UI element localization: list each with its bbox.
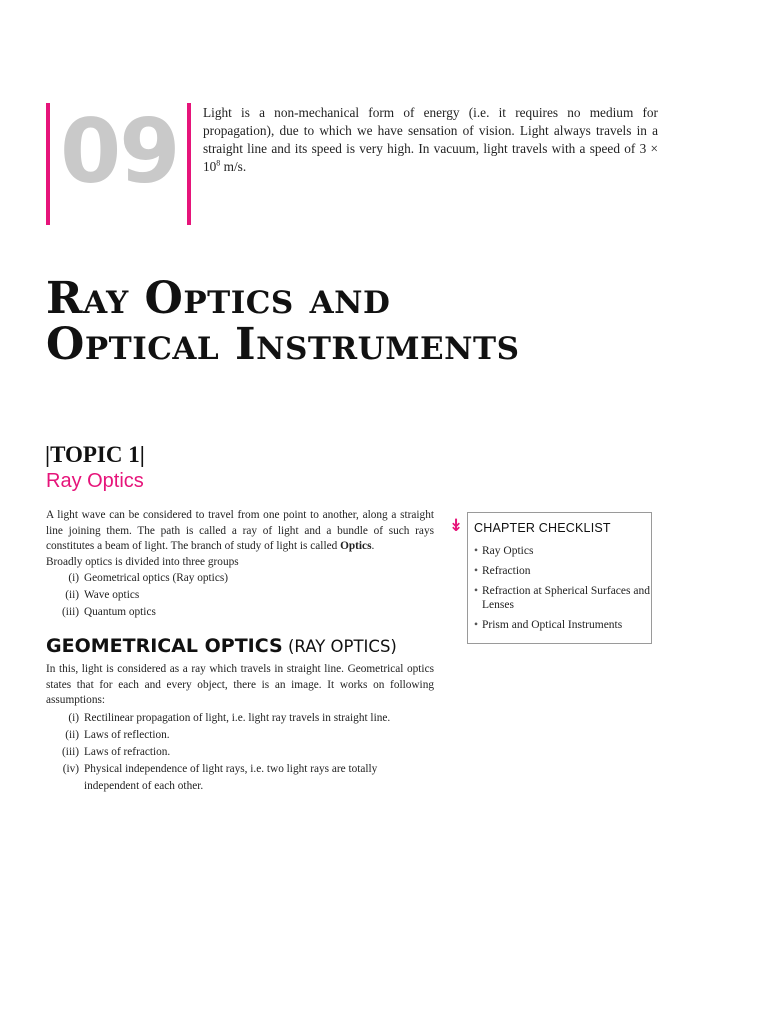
- optics-groups-list: [46, 570, 424, 621]
- section-title-sub: (RAY OPTICS): [282, 637, 397, 656]
- optics-term: Optics: [340, 540, 372, 552]
- optics-group-item-text: Quantum optics: [84, 606, 156, 618]
- assumption-item-text: Rectilinear propagation of light, i.e. light ray travels in straight line.: [84, 712, 391, 724]
- intro-paragraph: [46, 508, 434, 555]
- assumption-item-number: (ii): [65, 729, 79, 741]
- assumption-item-number: (iii): [62, 746, 79, 758]
- speed-mantissa: 3 × 10: [203, 141, 658, 174]
- section-title: [46, 635, 397, 657]
- chapter-bar-right: [187, 103, 191, 225]
- optics-group-item: [46, 570, 424, 587]
- chapter-title-line2: Optical Instruments: [46, 319, 520, 370]
- bullet-icon: •: [473, 619, 479, 631]
- section-paragraph: In this, light is considered as a ray which travels in straight line. Geometrical optics states that for each and every object, there is an image. It works on following assumptions:: [46, 663, 434, 706]
- assumption-item: [46, 710, 424, 727]
- assumption-item: [46, 744, 424, 761]
- checklist-item-text: Refraction: [482, 565, 531, 577]
- chapter-intro: [203, 104, 658, 176]
- chapter-title: [46, 273, 520, 370]
- intro-paragraph-text: A light wave can be considered to travel from one point to another, along a straight line joining them. The path is called a ray of light and a bundle of such rays constitutes a beam of light. The branch of study of light is called: [46, 509, 434, 552]
- assumption-item-text: Physical independence of light rays, i.e. two light rays are totally independent of each other.: [84, 763, 378, 792]
- checklist-item: [470, 618, 650, 632]
- chapter-bar-left: [46, 103, 50, 225]
- optics-group-item-number: (ii): [65, 589, 79, 601]
- chapter-number: 09: [60, 100, 179, 203]
- checklist-item: [470, 564, 650, 578]
- checklist-title: CHAPTER CHECKLIST: [474, 521, 611, 535]
- topic-label: |TOPIC 1|: [45, 442, 145, 467]
- intro-paragraph-end: .: [371, 540, 375, 552]
- bullet-icon: •: [473, 545, 479, 557]
- assumption-item-number: (iv): [62, 763, 79, 775]
- checklist-item: [470, 584, 650, 612]
- optics-group-item-text: Wave optics: [84, 589, 140, 601]
- checklist-item-text: Prism and Optical Instruments: [482, 619, 623, 631]
- assumption-item: [46, 727, 424, 744]
- checklist-items: [470, 544, 650, 638]
- optics-group-item-text: Geometrical optics (Ray optics): [84, 572, 228, 584]
- section-title-main: GEOMETRICAL OPTICS: [46, 635, 283, 657]
- checklist-item-text: Ray Optics: [482, 545, 534, 557]
- bullet-icon: •: [473, 585, 479, 597]
- optics-group-item: [46, 587, 424, 604]
- bullet-icon: •: [473, 565, 479, 577]
- checklist-item: [470, 544, 650, 558]
- groups-intro: Broadly optics is divided into three groups: [46, 556, 239, 568]
- optics-group-item: [46, 604, 424, 621]
- assumptions-list: [46, 710, 424, 795]
- assumption-item-text: Laws of reflection.: [84, 729, 170, 741]
- double-chevron-down-icon: ↡: [449, 516, 464, 536]
- chapter-title-line1: Ray Optics and: [46, 273, 391, 324]
- speed-unit: m/s.: [223, 159, 247, 174]
- assumption-item-text: Laws of refraction.: [84, 746, 171, 758]
- assumption-item-number: (i): [68, 712, 79, 724]
- optics-group-item-number: (i): [68, 572, 79, 584]
- checklist-item-text: Refraction at Spherical Surfaces and Lenses: [482, 585, 650, 611]
- optics-group-item-number: (iii): [62, 606, 79, 618]
- topic-name: Ray Optics: [46, 470, 144, 492]
- chapter-intro-text: Light is a non-mechanical form of energy (i.e. it requires no medium for propagation), due to which we have sensation of vision. Light always travels in a straight line and its speed is very high. In vacuum, light travels with a speed of: [203, 105, 658, 156]
- assumption-item: [46, 761, 424, 795]
- speed-exponent: 8: [216, 158, 221, 168]
